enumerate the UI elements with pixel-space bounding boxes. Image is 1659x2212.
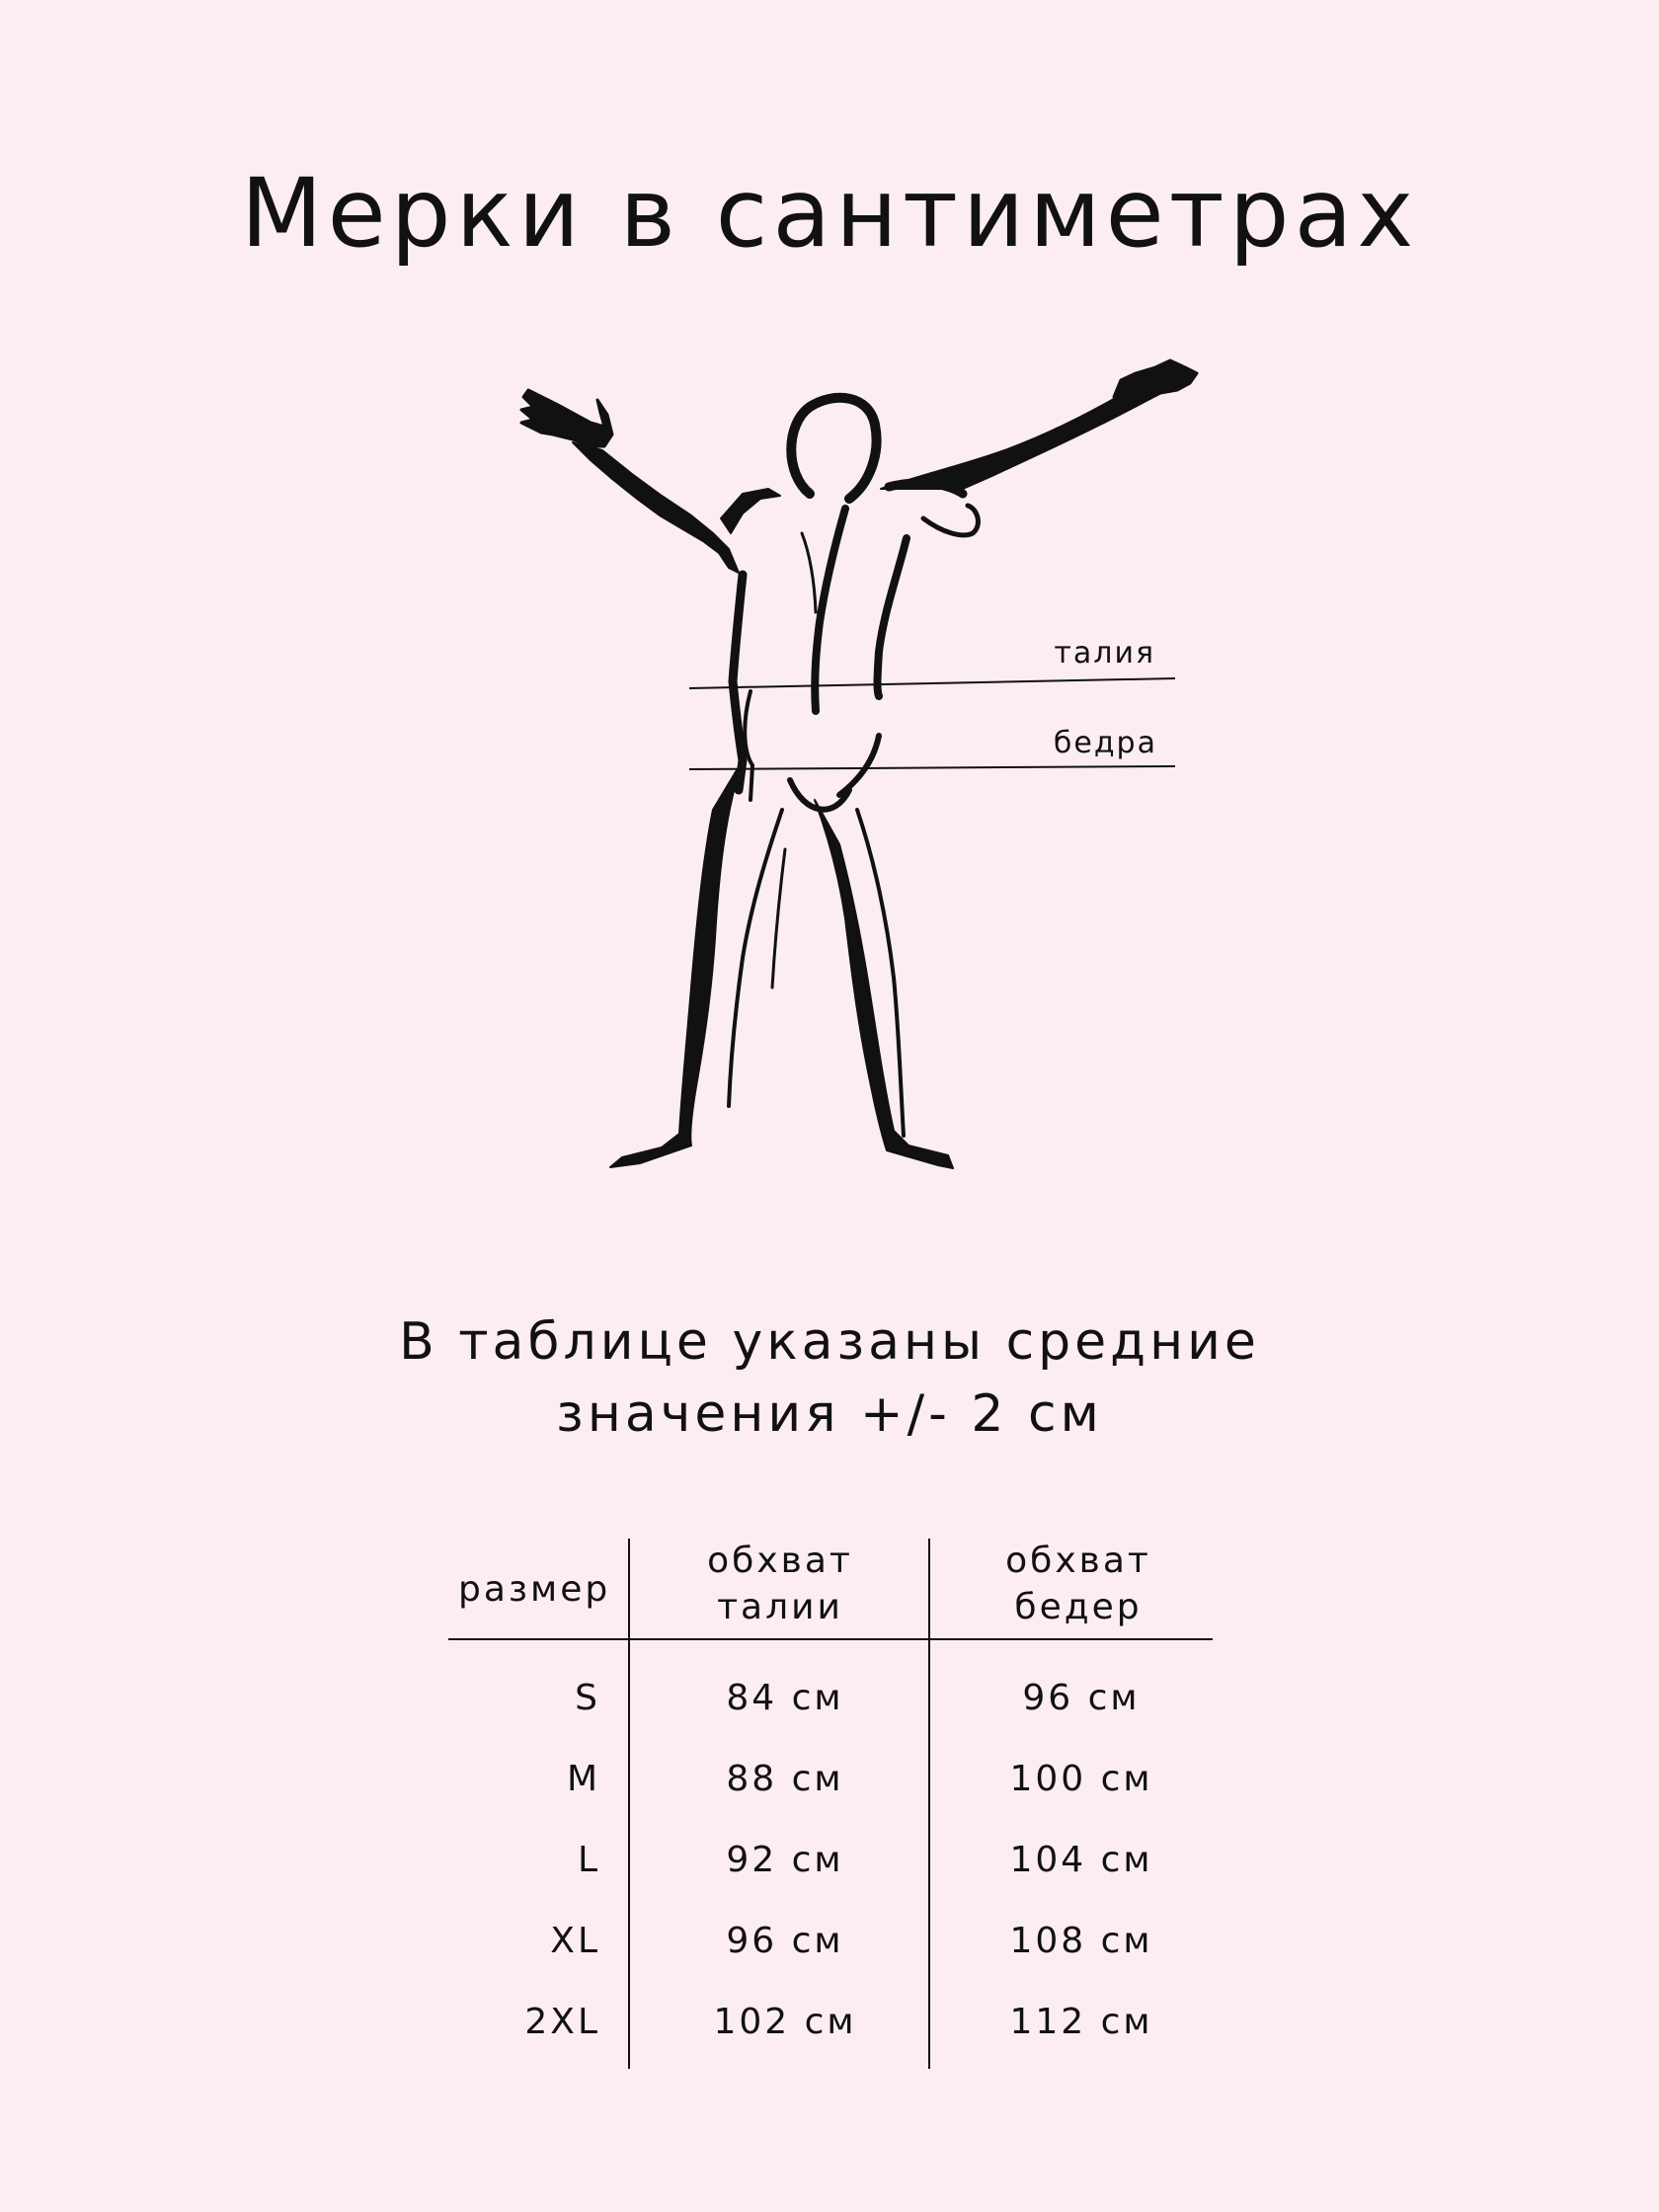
cell-size: 2XL	[524, 2002, 600, 2042]
cell-waist: 88 см	[726, 1759, 844, 1799]
header-waist	[652, 1539, 908, 1631]
cell-size: M	[566, 1759, 600, 1799]
subtitle-line-2: значения +/- 2 см	[556, 1384, 1103, 1444]
waist-line	[689, 678, 1175, 688]
cell-waist: 84 см	[726, 1678, 844, 1718]
header-hips-line2: бедер	[1014, 1586, 1143, 1627]
cell-size: S	[575, 1678, 600, 1718]
header-size: размер	[458, 1569, 611, 1610]
cell-waist: 92 см	[726, 1840, 844, 1880]
hips-label: бедра	[1053, 726, 1157, 760]
hips-line	[689, 766, 1175, 769]
cell-waist: 102 см	[713, 2002, 857, 2042]
waist-label: талия	[1054, 636, 1155, 671]
page-title: Мерки в сантиметрах	[240, 158, 1419, 269]
cell-hips: 96 см	[1022, 1678, 1141, 1718]
cell-size: L	[577, 1840, 600, 1880]
subtitle-line-1: В таблице указаны средние	[399, 1312, 1260, 1372]
column-divider	[628, 1539, 630, 2069]
header-hips-line1: обхват	[1005, 1540, 1151, 1581]
header-waist-line2: талии	[717, 1586, 843, 1627]
cell-size: XL	[550, 1921, 600, 1961]
column-divider	[928, 1539, 930, 2069]
cell-hips: 100 см	[1009, 1759, 1153, 1799]
header-waist-line1: обхват	[707, 1540, 853, 1581]
header-hips	[950, 1539, 1207, 1631]
cell-hips: 112 см	[1009, 2002, 1153, 2042]
cell-hips: 104 см	[1009, 1840, 1153, 1880]
cell-waist: 96 см	[726, 1921, 844, 1961]
header-divider	[448, 1638, 1213, 1640]
cell-hips: 108 см	[1009, 1921, 1153, 1961]
